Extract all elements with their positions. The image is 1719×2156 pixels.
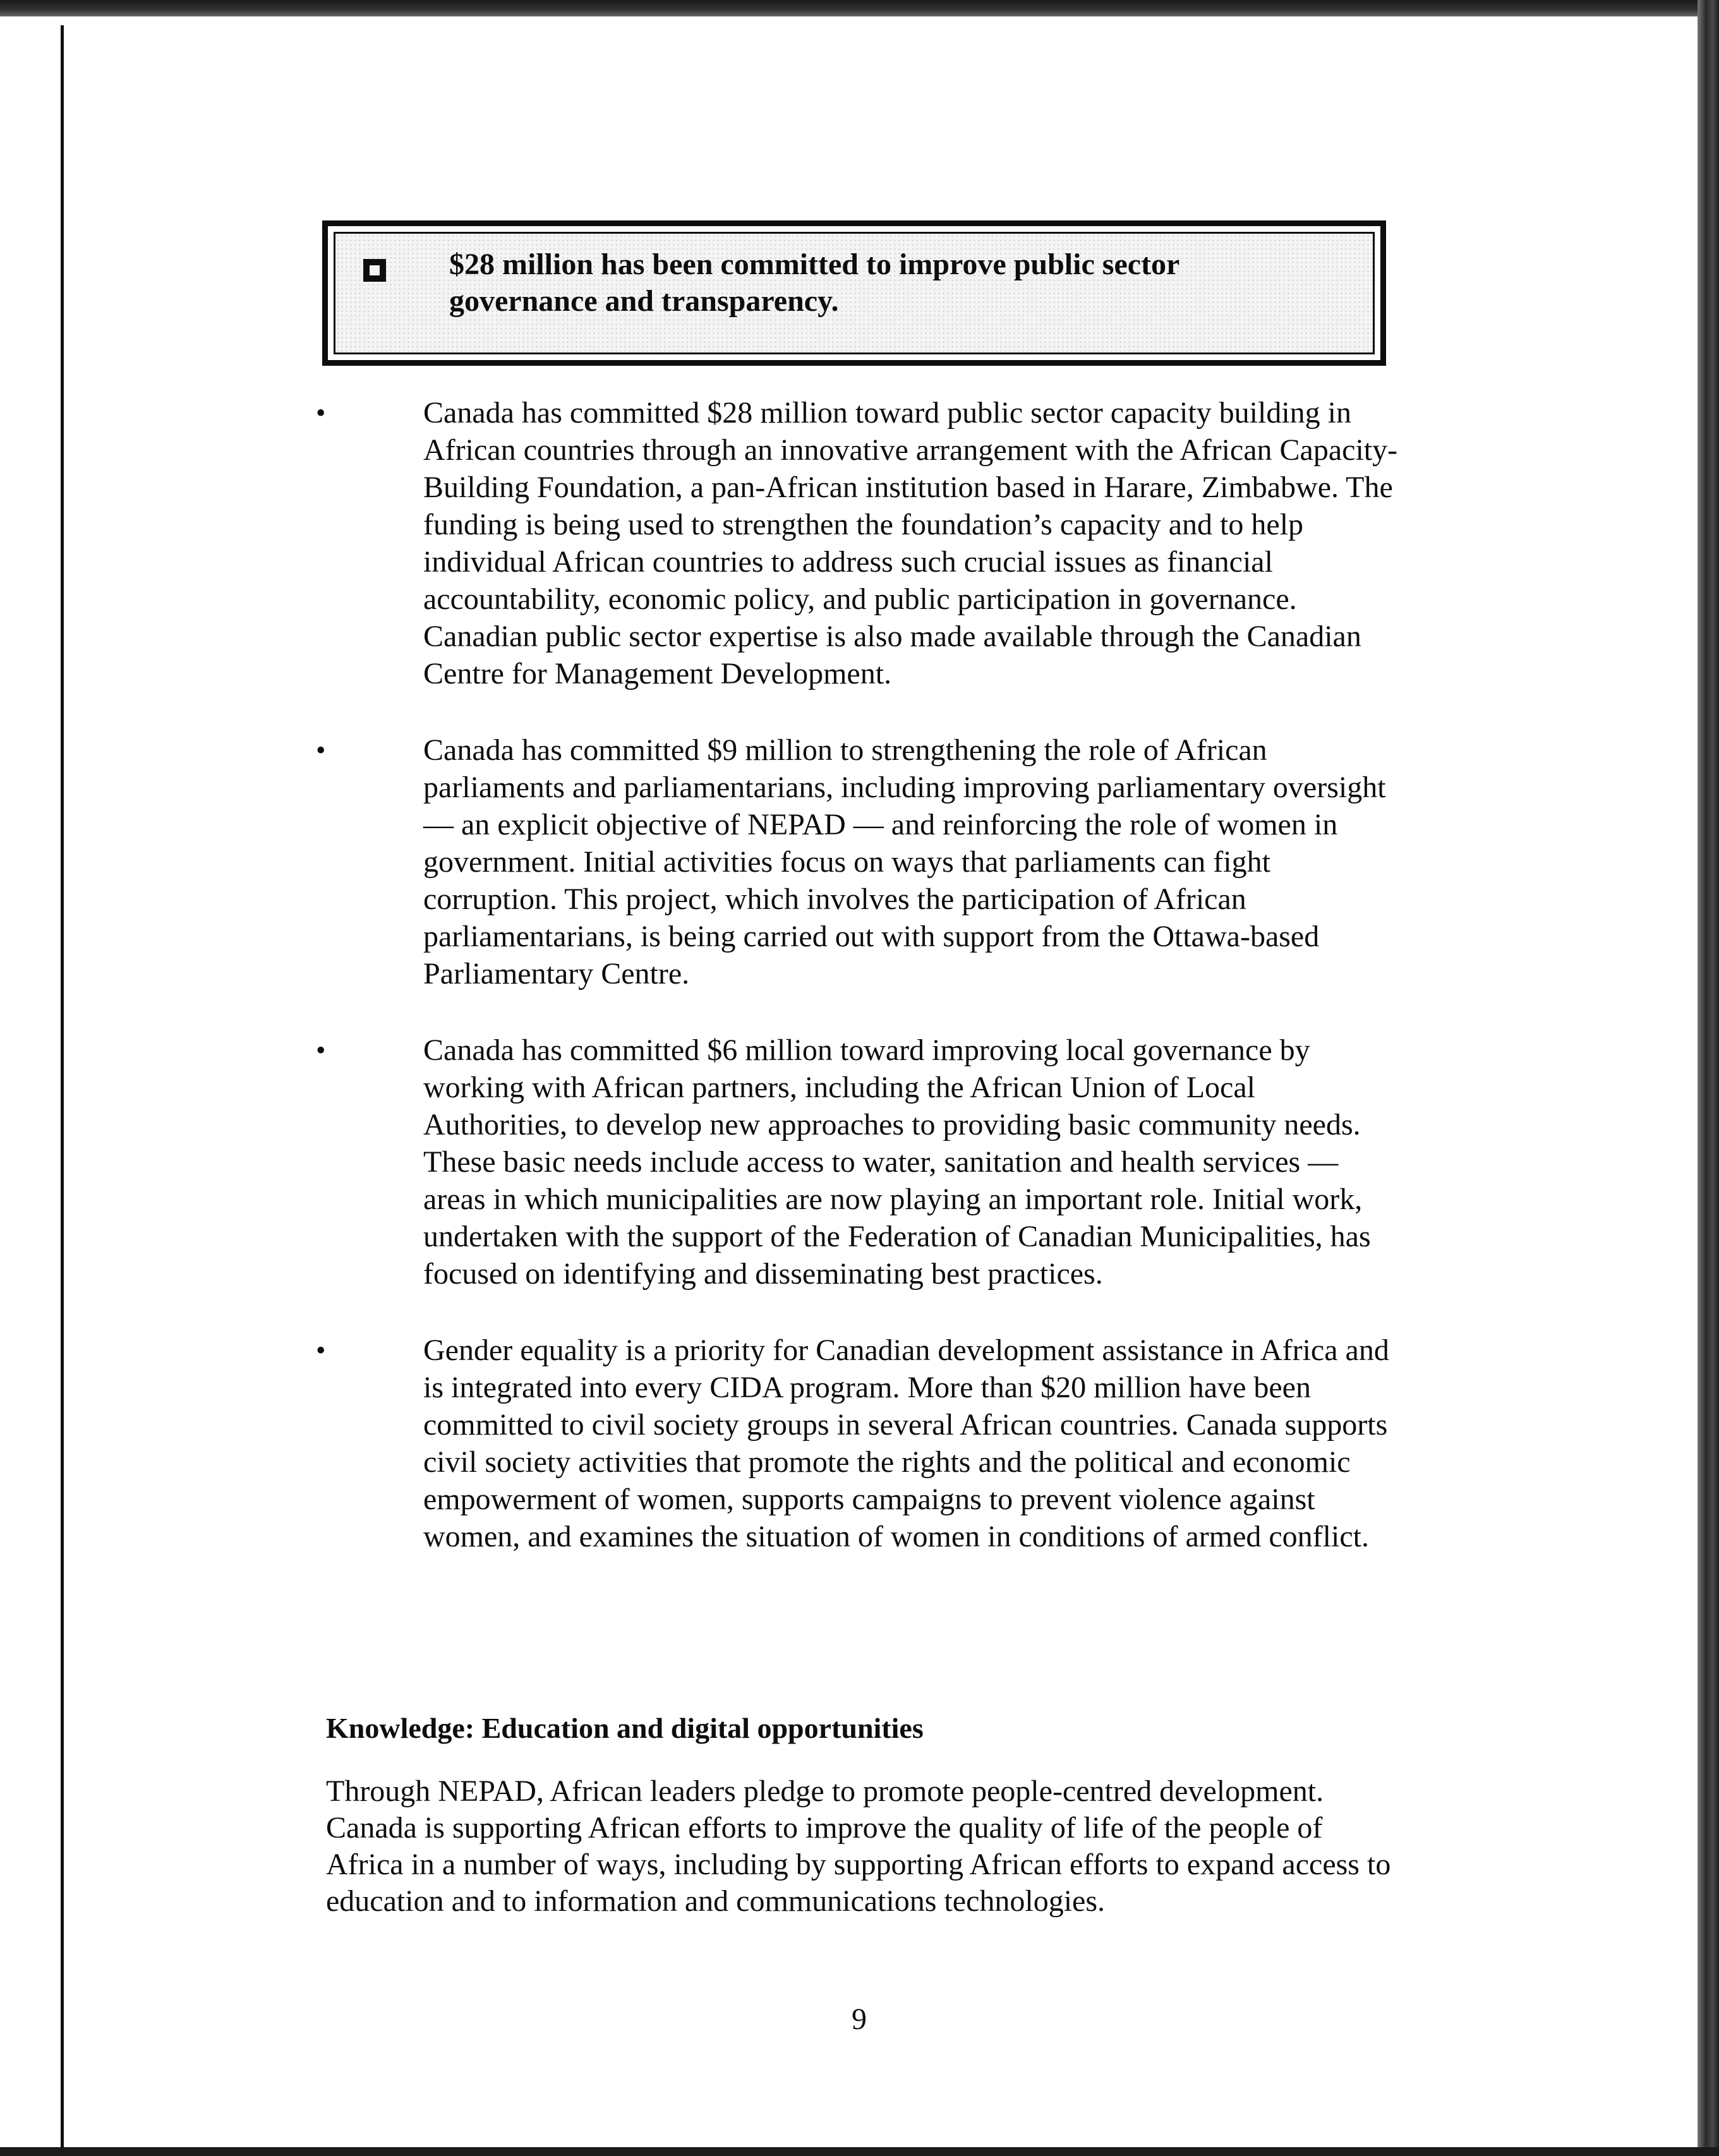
section-body-paragraph: Through NEPAD, African leaders pledge to promote people-centred development. Canada is supporting African efforts to improve the quality of life of the people of Africa in a number of ways, including by supporting African efforts to expand access to education and to information and communications technologies. — [326, 1774, 1391, 1918]
scan-edge-left — [61, 25, 64, 2148]
bullet-marker: • — [316, 1335, 326, 1366]
section-heading: Knowledge: Education and digital opportunities — [326, 1712, 924, 1744]
bullet-list — [316, 394, 1402, 1594]
bullet-text: Canada has committed $6 million toward improving local governance by working with African partners, including the African Union of Local Authorities, to develop new approaches to providing basic community needs. These basic needs include access to water, sanitation and health services — areas in which municipalities are now playing an important role. Initial work, undertaken with the support of the Federation of Canadian Municipalities, has focused on identifying and disseminating best practices. — [423, 1033, 1371, 1291]
list-item — [316, 1032, 1402, 1292]
page-number: 9 — [852, 2002, 867, 2036]
list-item — [316, 732, 1402, 992]
scan-edge-bottom — [0, 2147, 1719, 2156]
highlight-callout-box — [322, 220, 1386, 366]
bullet-text: Canada has committed $9 million to strengthening the role of African parliaments and parliamentarians, including improving parliamentary oversight — an explicit objective of NEPAD — and reinforcing the role of women in government. Initial activities focus on ways that parliaments can fight corruption. This project, which involves the participation of African parliamentarians, is being carried out with support from the Ottawa-based Parliamentary Centre. — [423, 733, 1386, 991]
scan-edge-top — [0, 0, 1719, 16]
callout-inner-frame — [334, 232, 1375, 354]
callout-text: $28 million has been committed to improve public sector governance and transparency. — [449, 248, 1179, 318]
list-item — [316, 1332, 1402, 1555]
scan-edge-right — [1698, 0, 1719, 2156]
bullet-marker: • — [316, 735, 326, 766]
bullet-text: Canada has committed $28 million toward public sector capacity building in African countries through an innovative arrangement with the African Capacity-Building Foundation, a pan-African institution based in Harare, Zimbabwe. The funding is being used to strengthen the foundation’s capacity and to help individual African countries to address such crucial issues as financial accountability, economic policy, and public participation in governance. Canadian public sector expertise is also made available through the Canadian Centre for Management Development. — [423, 396, 1398, 690]
bullet-text: Gender equality is a priority for Canadian development assistance in Africa and is integrated into every CIDA program. More than $20 million have been committed to civil society groups in several African countries. Canada supports civil society activities that promote the rights and the political and economic empowerment of women, supports campaigns to prevent violence against women, and examines the situation of women in conditions of armed conflict. — [423, 1334, 1389, 1553]
bullet-marker: • — [316, 397, 326, 428]
list-item — [316, 394, 1402, 692]
bullet-marker: • — [316, 1035, 326, 1066]
square-bullet-icon — [363, 259, 386, 282]
